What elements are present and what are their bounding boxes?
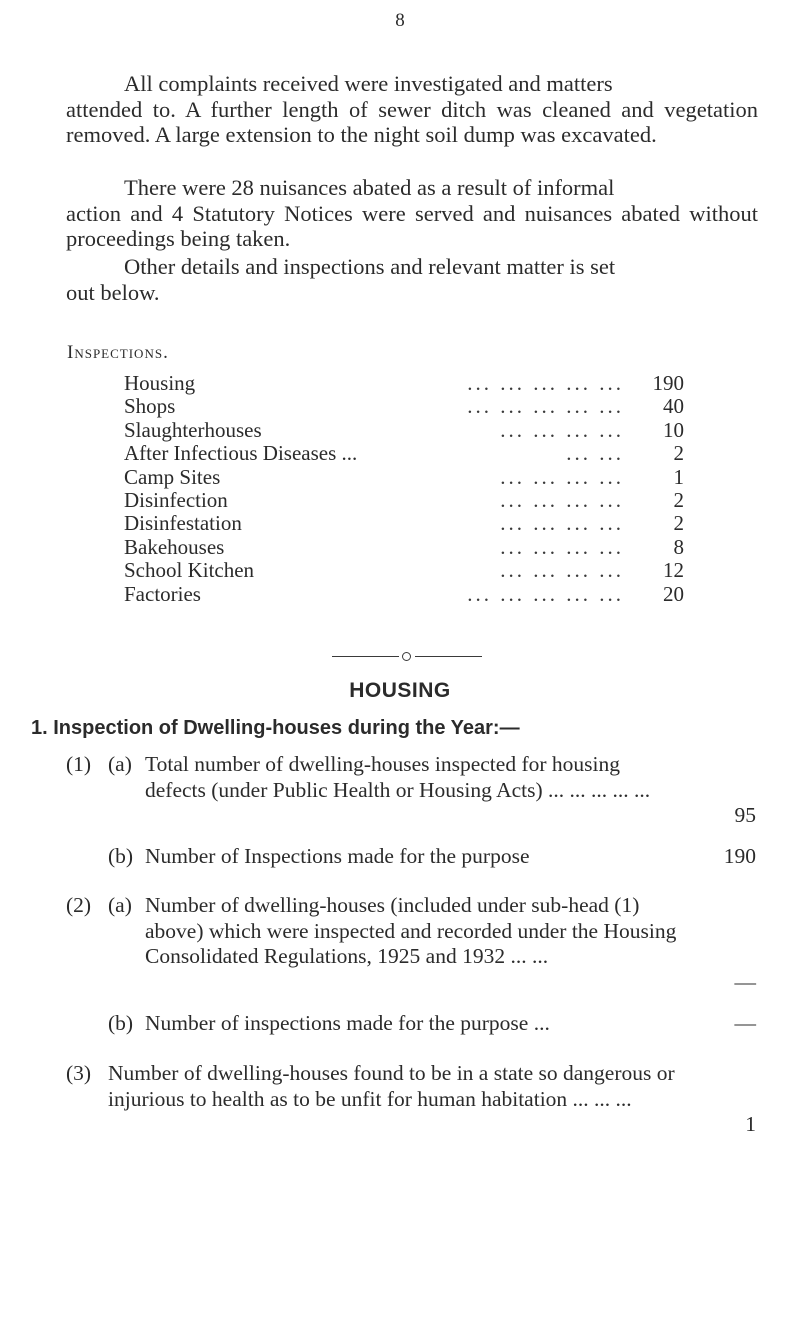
- paragraph-complaints: [66, 71, 758, 148]
- inspection-label: Disinfection: [124, 487, 228, 512]
- inspection-value: 1: [673, 464, 684, 489]
- inspection-label: Bakehouses: [124, 534, 225, 559]
- list-item: [124, 512, 684, 535]
- inspection-value: 12: [663, 558, 684, 583]
- divider-line: [332, 656, 399, 657]
- entry-value: —: [734, 970, 756, 994]
- leader-dots: ... ... ... ...: [500, 558, 624, 583]
- inspection-label: Disinfestation: [124, 511, 242, 536]
- entry-text: Number of Inspections made for the purpose: [145, 844, 530, 868]
- inspection-value: 20: [663, 581, 684, 606]
- leader-dots: ... ... ... ...: [500, 417, 624, 442]
- entry-subletter: (a): [108, 752, 132, 776]
- list-item: [124, 466, 684, 489]
- leader-dots: ... ... ... ... ...: [467, 581, 624, 606]
- paragraph-first-line: Other details and inspections and relevant matter is set: [124, 254, 616, 279]
- leader-dots: ... ... ... ...: [500, 464, 624, 489]
- entry-subletter: (b): [108, 844, 134, 868]
- entry-subletter: (a): [108, 893, 132, 917]
- paragraph-first-line: All complaints received were investigated and matters: [124, 71, 613, 96]
- leader-dots: ... ... ... ...: [500, 511, 624, 536]
- divider-line: [415, 656, 482, 657]
- page-number: 8: [395, 10, 405, 31]
- list-item: [124, 536, 684, 559]
- inspection-value: 2: [673, 511, 684, 536]
- paragraph-other-details: [66, 254, 758, 305]
- paragraph-body: attended to. A further length of sewer ditch was cleaned and vegetation removed. A large extension to the night soil dump was excavated.: [66, 96, 758, 147]
- entry-text: Total number of dwelling-houses inspected for housing defects (under Public Health or Housing Acts) ... ... ... ... ...: [145, 752, 651, 802]
- entry-text: Number of inspections made for the purpose ...: [145, 1011, 550, 1035]
- leader-dots: ... ... ... ...: [500, 534, 624, 559]
- list-item: [124, 442, 684, 465]
- item-1-heading: 1. Inspection of Dwelling-houses during the Year:—: [31, 717, 520, 739]
- leader-dots: ... ...: [566, 441, 624, 466]
- inspection-label: After Infectious Diseases ...: [124, 441, 358, 466]
- inspection-label: Factories: [124, 581, 201, 606]
- list-item: [124, 419, 684, 442]
- paragraph-nuisances: [66, 175, 758, 252]
- entry-value: —: [734, 1011, 756, 1035]
- entry-value: 1: [745, 1112, 756, 1136]
- inspections-heading: Inspections.: [67, 342, 169, 363]
- leader-dots: ... ... ... ... ...: [467, 394, 624, 419]
- inspection-value: 2: [673, 487, 684, 512]
- entry-value: 190: [723, 844, 756, 868]
- inspection-label: Shops: [124, 394, 176, 419]
- divider-ornament-icon: [402, 652, 411, 661]
- inspection-label: Slaughterhouses: [124, 417, 262, 442]
- leader-dots: ... ... ... ...: [500, 487, 624, 512]
- inspection-label: Camp Sites: [124, 464, 221, 489]
- entry-number: (2): [66, 893, 92, 917]
- entry-number: (1): [66, 752, 92, 776]
- inspection-value: 190: [652, 371, 684, 395]
- entry-text: Number of dwelling-houses (included under sub-head (1) above) which were inspected and recorded under the Housing Consolidated Regulations, 1925 and 1932 ... ...: [145, 893, 677, 968]
- inspection-value: 40: [663, 394, 684, 419]
- inspections-list: [124, 372, 684, 606]
- inspection-label: School Kitchen: [124, 558, 255, 583]
- list-item: [124, 583, 684, 606]
- list-item: [124, 395, 684, 418]
- inspection-value: 2: [673, 441, 684, 466]
- section-divider: [332, 649, 482, 663]
- entry-value: 95: [734, 803, 756, 827]
- inspection-value: 10: [663, 417, 684, 442]
- list-item: [124, 489, 684, 512]
- paragraph-first-line: There were 28 nuisances abated as a result of informal: [124, 175, 615, 200]
- entry-number: (3): [66, 1061, 92, 1085]
- list-item: [124, 372, 684, 395]
- paragraph-body: action and 4 Statutory Notices were served and nuisances abated without proceedings being taken.: [66, 200, 758, 251]
- list-item: [124, 559, 684, 582]
- paragraph-body: out below.: [66, 279, 160, 305]
- inspection-value: 8: [673, 534, 684, 559]
- inspection-label: Housing: [124, 371, 196, 395]
- housing-title: HOUSING: [349, 679, 451, 702]
- leader-dots: ... ... ... ... ...: [467, 371, 624, 395]
- entry-subletter: (b): [108, 1011, 134, 1035]
- entry-text: Number of dwelling-houses found to be in a state so dangerous or injurious to health as to be unfit for human habitation ... ... ...: [108, 1061, 675, 1111]
